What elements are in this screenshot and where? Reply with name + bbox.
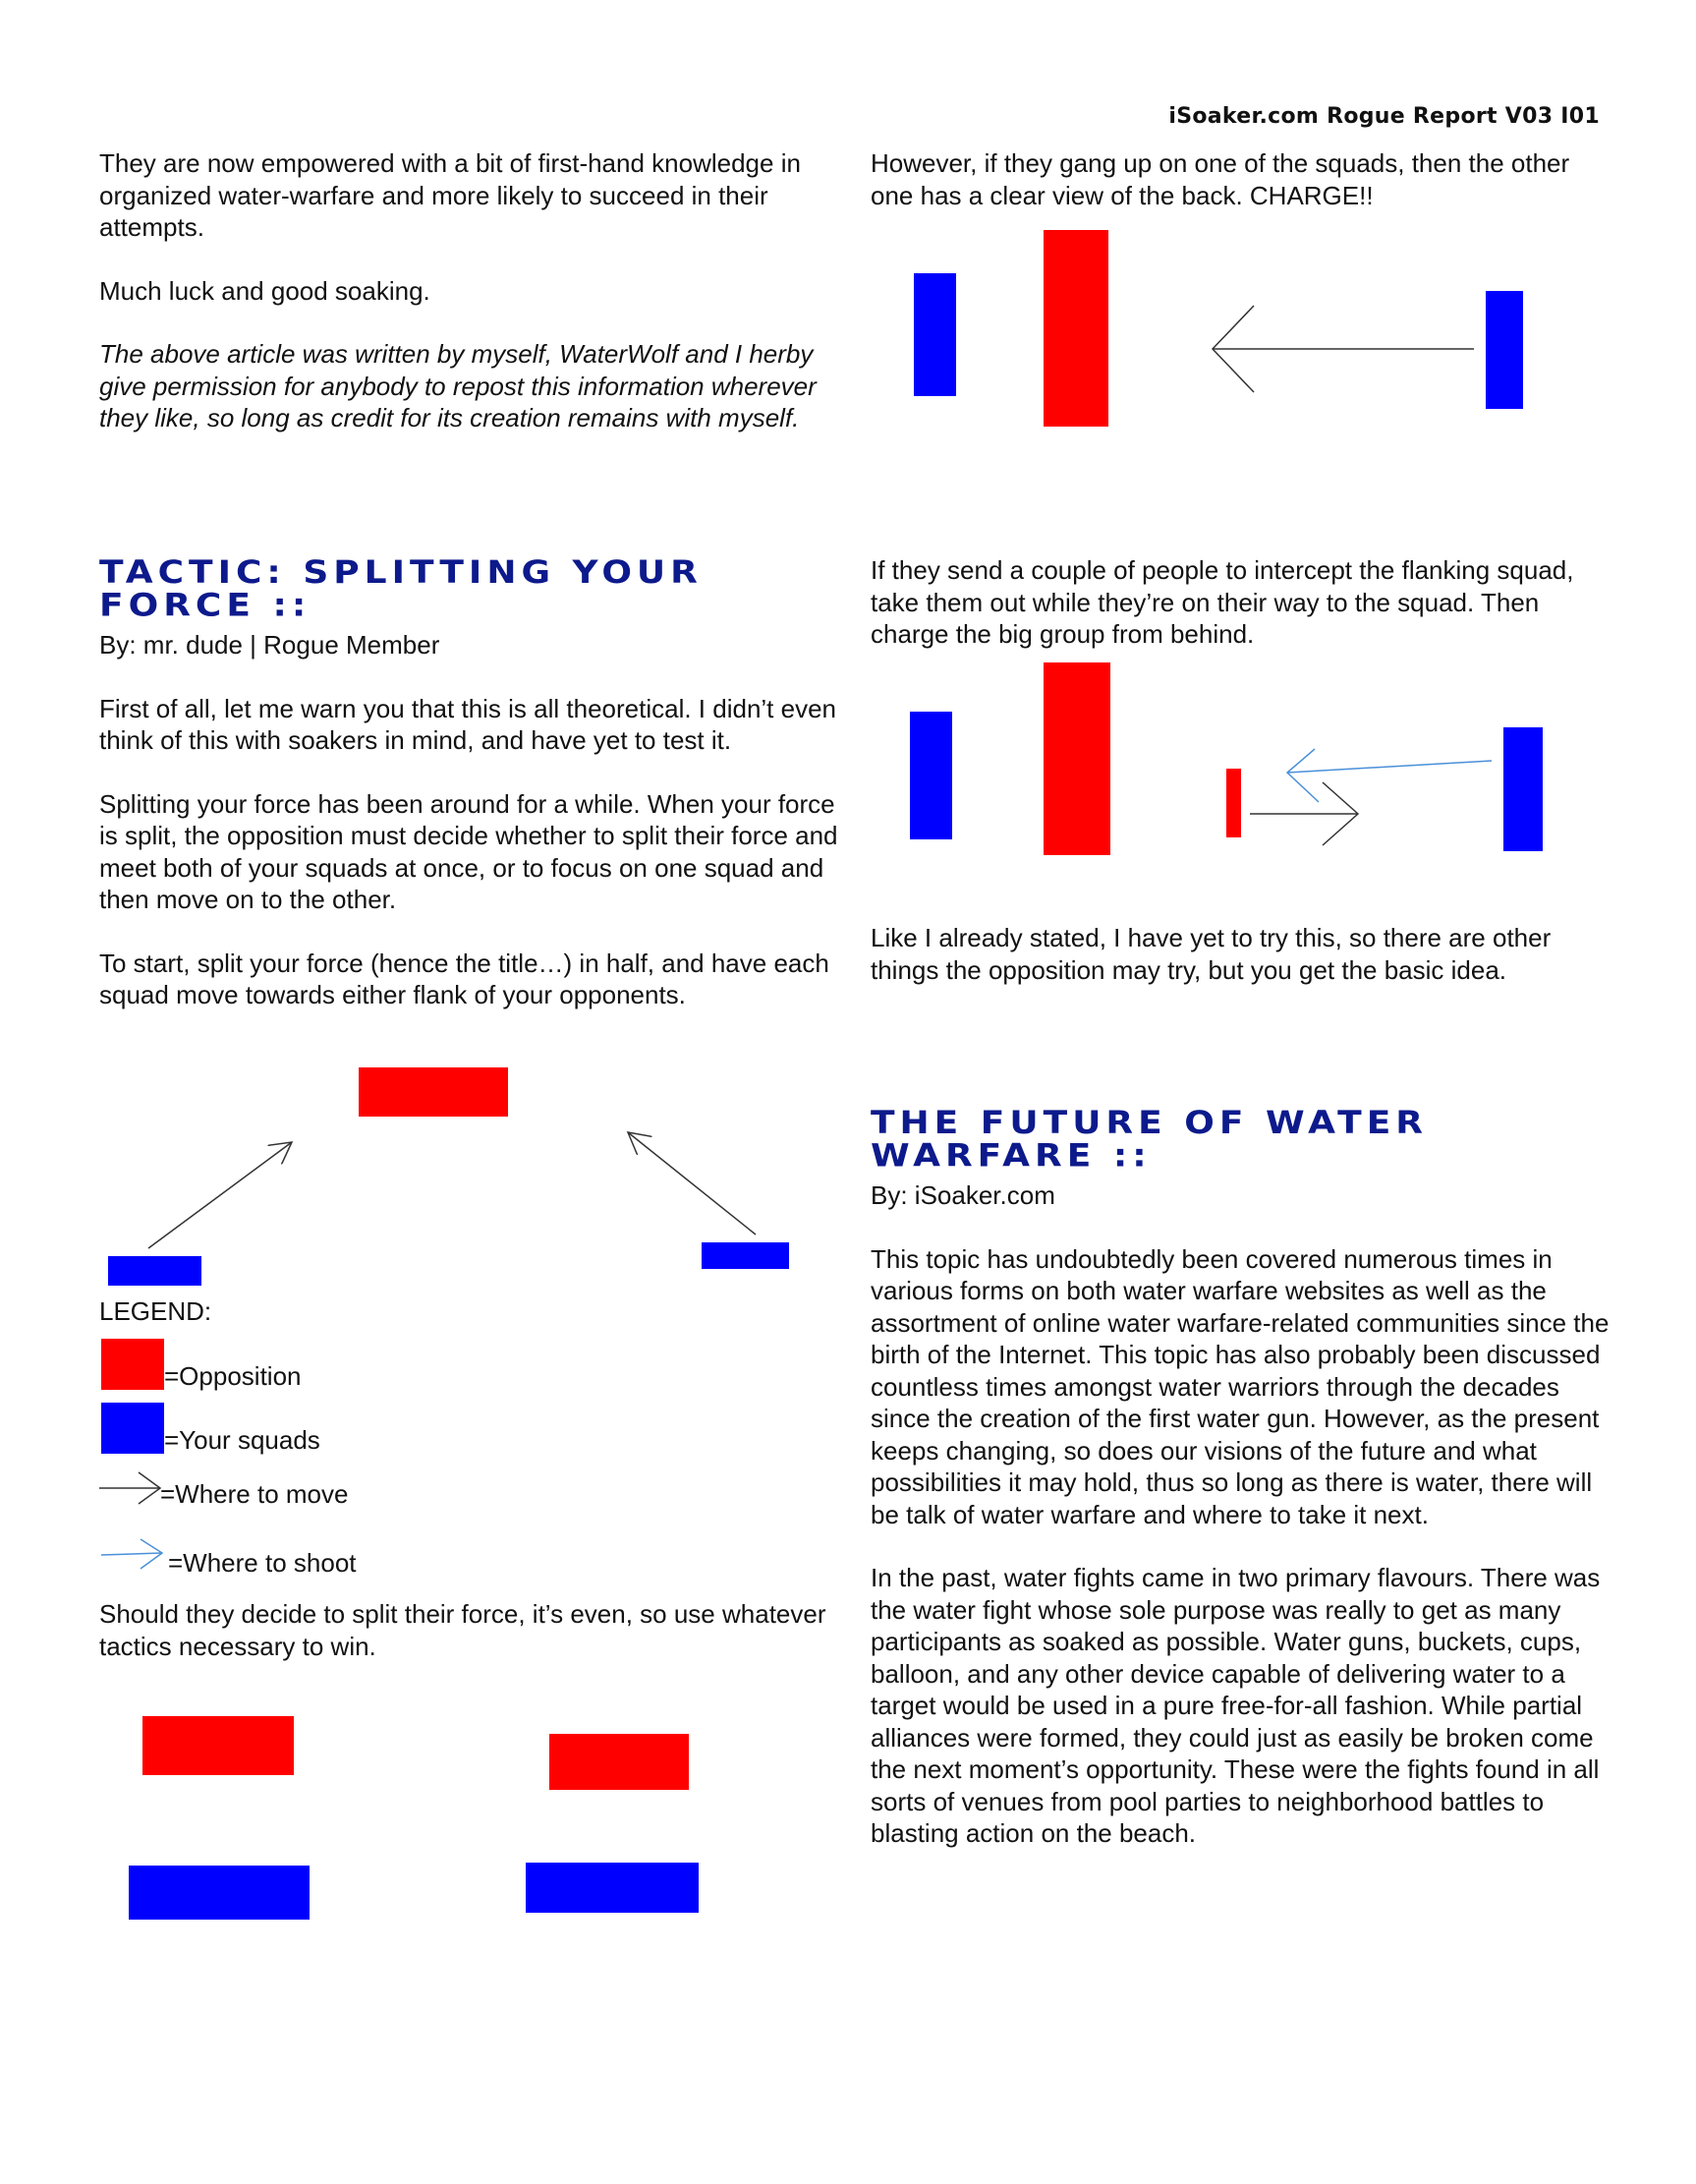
shoot-arrow-head — [1287, 749, 1319, 802]
article1-paragraph-4-block — [99, 1598, 846, 1694]
article-future-water-warfare — [871, 1107, 1617, 1881]
squad-right-block — [1503, 727, 1543, 851]
article1-paragraph-4: Should they decide to split their force, it’s even, so use whatever tactics necessary to win. — [99, 1599, 826, 1661]
intro-paragraph-1: They are now empowered with a bit of first-hand knowledge in organized water-warfare and more likely to succeed in their attempts. — [99, 148, 801, 242]
opposition-block-left — [142, 1716, 294, 1775]
article2-title: THE FUTURE OF WATER WARFARE :: — [871, 1105, 1429, 1175]
opposition-block — [1044, 662, 1110, 855]
squad-block-right — [526, 1863, 699, 1913]
right-paragraph-2: If they send a couple of people to intercept the flanking squad, take them out while they’re on their way to the squad. Then charge the big group from behind. — [871, 555, 1574, 649]
squad-left-block — [910, 712, 952, 839]
squad-left-block — [108, 1256, 201, 1286]
article1-paragraph-1: First of all, let me warn you that this is all theoretical. I didn’t even think of this with soakers in mind, and have yet to test it. — [99, 693, 837, 755]
squad-left-block — [914, 273, 956, 396]
left-column-intro — [99, 147, 846, 466]
legend-squads-label: =Your squads — [164, 1425, 320, 1455]
squad-right-block — [702, 1242, 789, 1269]
article1-byline: By: mr. dude | Rogue Member — [99, 630, 440, 660]
legend-title: LEGEND: — [99, 1296, 212, 1326]
article2-paragraph-1: This topic has undoubtedly been covered numerous times in various forms on both water warfare websites as well as the assortment of online water warfare-related communities since the birth of the Internet. This topic has also probably been discussed countless times amongst water warriors through the decades since the creation of the first water gun. However, as the present keeps changing, so does our visions of the future and what possibilities it may hold, thus so long as there is water, there will be talk of water warfare and where to take it next. — [871, 1243, 1610, 1529]
diagram-split-even — [99, 1700, 807, 1936]
squad-right-block — [1486, 291, 1523, 409]
shoot-arrow-icon — [101, 1535, 166, 1575]
squad-block-left — [129, 1866, 310, 1920]
opposition-block — [1044, 230, 1108, 427]
article1-paragraph-3: To start, split your force (hence the title…) in half, and have each squad move towards either flank of your opponents. — [99, 948, 829, 1009]
interceptor-block — [1226, 769, 1241, 837]
legend-squads-swatch — [101, 1403, 164, 1454]
move-arrow-icon — [99, 1468, 164, 1508]
article2-byline: By: iSoaker.com — [871, 1180, 1055, 1210]
legend-shoot-label: =Where to shoot — [168, 1548, 357, 1578]
legend-opposition-label: =Opposition — [164, 1361, 302, 1391]
article-splitting-force — [99, 556, 846, 1043]
article1-title: TACTIC: SPLITTING YOUR FORCE :: — [99, 554, 703, 624]
report-header: iSoaker.com Rogue Report V03 I01 — [1168, 104, 1600, 129]
diagram-gang-up — [871, 218, 1578, 434]
article2-paragraph-2: In the past, water fights came in two primary flavours. There was the water fight whose sole purpose was really to get as many participants as soaked as possible. Water guns, buckets, cups, balloon, and any other device capable of delivering water to a target would be used in a pure free-for-all fashion. While partial alliances were formed, they could just as easily be broken come the next moment’s opportunity. These were the fights found in all sorts of venues from pool parties to neighborhood battles to blasting action on the beach. — [871, 1563, 1601, 1848]
diagram-intercept — [871, 655, 1578, 871]
legend-opposition-swatch — [101, 1339, 164, 1390]
article1-paragraph-2: Splitting your force has been around for a while. When your force is split, the opposition must decide whether to split their force and meet both of your squads at once, or to focus on one squad and then move on to the other. — [99, 788, 838, 914]
move-arrow-left — [148, 1142, 292, 1248]
intro-credit-paragraph: The above article was written by myself, WaterWolf and I herby give permission for anybody to repost this information wherever they like, so long as credit for its creation remains with myself. — [99, 339, 817, 432]
diagram-flanking — [99, 1062, 807, 1297]
opposition-block — [359, 1067, 508, 1117]
move-arrow-right — [628, 1132, 756, 1235]
intro-paragraph-2: Much luck and good soaking. — [99, 275, 430, 306]
legend-move-label: =Where to move — [160, 1479, 349, 1509]
opposition-block-right — [549, 1734, 689, 1790]
right-column-lower — [871, 922, 1617, 1017]
right-paragraph-1: However, if they gang up on one of the squads, then the other one has a clear view of the back. CHARGE!! — [871, 148, 1570, 210]
right-paragraph-3: Like I already stated, I have yet to try this, so there are other things the opposition may try, but you get the basic idea. — [871, 923, 1552, 985]
shoot-arrow — [1287, 761, 1492, 773]
